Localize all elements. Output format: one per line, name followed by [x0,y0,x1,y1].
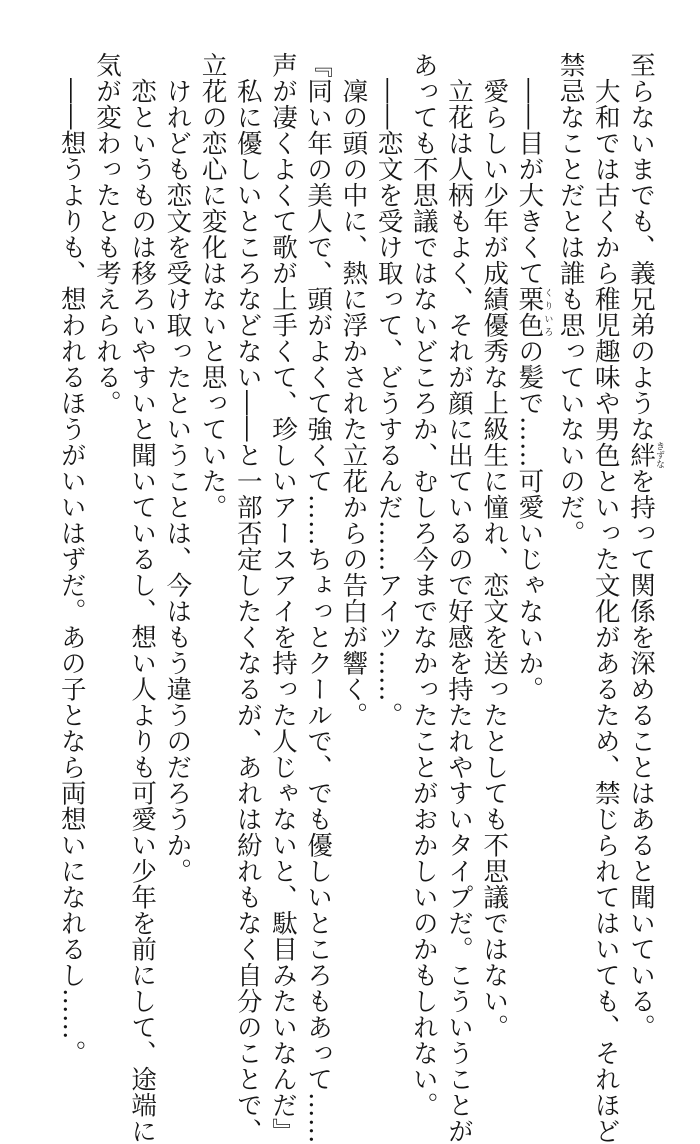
ruby-word [626,441,664,469]
text-line [476,52,511,1040]
ruby-reading: くりいろ [542,286,553,338]
text-line [159,52,194,957]
text-segment: 愛らしい少年が成績優秀な上級生に憧れ、恋文を送ったとしても不思議ではない。 [479,52,510,1040]
ruby-base: 絆 [626,441,656,469]
text-line [370,52,405,957]
text-line [194,52,229,957]
ruby-word [514,286,553,338]
text-line [552,52,587,957]
text-segment: 『同い年の美人で、頭がよくて強くて……ちょっとクールで、でも優しいところもあって…… [303,52,334,1144]
text-line [265,52,300,1144]
text-line [124,52,159,1144]
text-line [588,52,623,1144]
text-line [300,52,335,1144]
text-segment: の髪で……可愛いじゃないか。 [514,338,545,702]
text-line [441,52,476,1144]
text-line [89,52,124,957]
text-segment: 恋というものは移ろいやすいと聞いているし、想い人よりも可愛い少年を前にして、途端に [127,52,158,1144]
text-segment: 気が変わったとも考えられる。 [91,52,122,416]
text-segment: 声が凄くよくて歌が上手くて、珍しいアースアイを持った人じゃないと、駄目みたいなんだ』 [267,52,298,1144]
text-segment: ――想うよりも、想われるほうがいいはずだ。あの子となら両想いになれるし……。 [56,52,87,1066]
vertical-text-column [54,52,664,1144]
text-segment: 大和では古くから稚児趣味や男色といった文化があるため、禁じられてはいても、それほど [590,52,621,1144]
text-segment: 至らないまでも、義兄弟のような [626,52,656,442]
text-line [54,52,89,1066]
text-segment: ――恋文を受け取って、どうするんだ……アイツ……。 [373,52,404,728]
text-segment: 立花の恋心に変化はないと思っていた。 [197,52,228,520]
text-segment: 私に優しいところなどない――と一部否定したくなるが、あれは紛れもなく自分のことで、 [232,52,263,1144]
ruby-reading: きずな [654,441,664,469]
text-segment: ――目が大きくて [514,52,545,286]
text-line [230,52,265,1144]
ruby-base: 栗色 [514,286,545,338]
text-segment: 禁忌なことだとは誰も思っていないのだ。 [555,52,586,546]
text-segment: を持って関係を深めることはあると聞いている。 [626,468,656,1040]
text-line [335,52,370,957]
text-segment: けれども恋文を受け取ったということは、今はもう違うのだろうか。 [162,52,193,884]
text-segment: 立花は人柄もよく、それが顔に出ているので好感を持たれやすいタイプだ。こういうことが [443,52,474,1144]
text-segment: あっても不思議ではないどころか、むしろ今までなかったことがおかしいのかもしれない。 [408,52,439,1118]
text-line [511,52,552,957]
text-line [623,52,664,1040]
text-line [406,52,441,1118]
text-segment: 凜の頭の中に、熱に浮かされた立花からの告白が響く。 [338,52,369,728]
